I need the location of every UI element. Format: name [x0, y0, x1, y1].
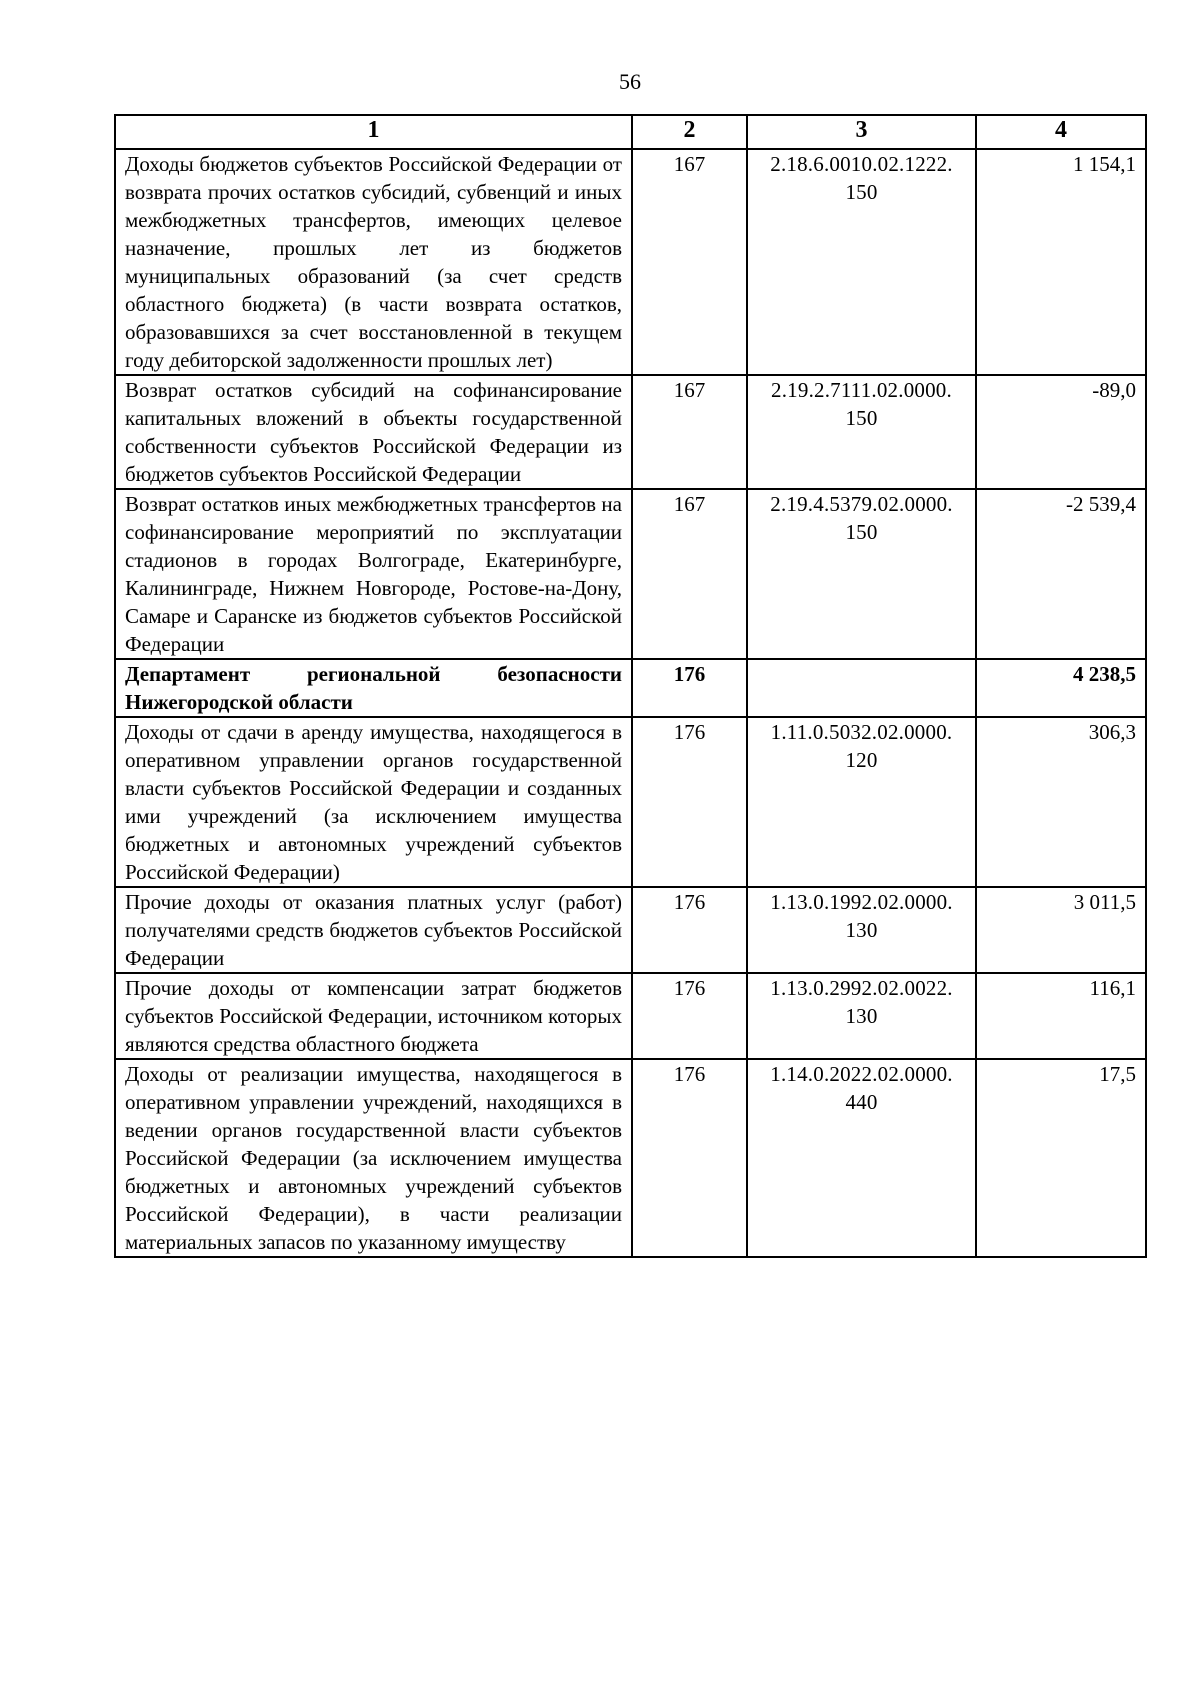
- table-row: [115, 973, 1146, 1059]
- row-name: Прочие доходы от компенсации затрат бюджетов субъектов Российской Федерации, источником которых являются средства областного бюджета: [115, 973, 632, 1059]
- row-name: Возврат остатков субсидий на софинансирование капитальных вложений в объекты государственной собственности субъектов Российской Федерации из бюджетов субъектов Российской Федерации: [115, 375, 632, 489]
- row-admin-code: 167: [632, 375, 747, 489]
- row-name: Доходы от сдачи в аренду имущества, находящегося в оперативном управлении органов государственной власти субъектов Российской Федерации и созданных ими учреждений (за исключением имущества бюджетных и автономных учреждений субъектов Российской Федерации): [115, 717, 632, 887]
- row-admin-code: 167: [632, 149, 747, 375]
- row-admin-code: 176: [632, 887, 747, 973]
- table-row: [115, 1059, 1146, 1257]
- column-header-1: 1: [115, 115, 632, 149]
- column-header-2: 2: [632, 115, 747, 149]
- department-total: 4 238,5: [976, 659, 1146, 717]
- department-budget-code: [747, 659, 976, 717]
- budget-revenue-table: [114, 114, 1147, 1258]
- department-name: Департамент региональной безопасности Нижегородской области: [115, 659, 632, 717]
- row-name: Доходы бюджетов субъектов Российской Федерации от возврата прочих остатков субсидий, субвенций и иных межбюджетных трансфертов, имеющих целевое назначение, прошлых лет из бюджетов муниципальных образований (за счет средств областного бюджета) (в части возврата остатков, образовавшихся за счет восстановленной в текущем году дебиторской задолженности прошлых лет): [115, 149, 632, 375]
- row-name: Прочие доходы от оказания платных услуг (работ) получателями средств бюджетов субъектов Российской Федерации: [115, 887, 632, 973]
- row-admin-code: 176: [632, 1059, 747, 1257]
- department-code: 176: [632, 659, 747, 717]
- row-amount: 3 011,5: [976, 887, 1146, 973]
- row-budget-code: 2.18.6.0010.02.1222. 150: [747, 149, 976, 375]
- row-name: Доходы от реализации имущества, находящегося в оперативном управлении учреждений, находящихся в ведении органов государственной власти субъектов Российской Федерации (за исключением имущества бюджетных и автономных учреждений субъектов Российской Федерации), в части реализации материальных запасов по указанному имуществу: [115, 1059, 632, 1257]
- row-budget-code: 2.19.2.7111.02.0000. 150: [747, 375, 976, 489]
- row-amount: 1 154,1: [976, 149, 1146, 375]
- column-header-3: 3: [747, 115, 976, 149]
- table-row: [115, 887, 1146, 973]
- row-admin-code: 167: [632, 489, 747, 659]
- row-amount: 306,3: [976, 717, 1146, 887]
- row-admin-code: 176: [632, 717, 747, 887]
- row-budget-code: 1.13.0.1992.02.0000. 130: [747, 887, 976, 973]
- row-amount: -2 539,4: [976, 489, 1146, 659]
- table-row: [115, 375, 1146, 489]
- row-amount: -89,0: [976, 375, 1146, 489]
- row-name: Возврат остатков иных межбюджетных трансфертов на софинансирование мероприятий по эксплуатации стадионов в городах Волгограде, Екатеринбурге, Калининграде, Нижнем Новгороде, Ростове-на-Дону, Самаре и Саранске из бюджетов субъектов Российской Федерации: [115, 489, 632, 659]
- row-budget-code: 1.11.0.5032.02.0000. 120: [747, 717, 976, 887]
- department-row: [115, 659, 1146, 717]
- row-budget-code: 1.14.0.2022.02.0000. 440: [747, 1059, 976, 1257]
- table-header-row: [115, 115, 1146, 149]
- row-budget-code: 1.13.0.2992.02.0022. 130: [747, 973, 976, 1059]
- page-number: 56: [619, 69, 641, 94]
- table-row: [115, 489, 1146, 659]
- row-admin-code: 176: [632, 973, 747, 1059]
- column-header-4: 4: [976, 115, 1146, 149]
- row-budget-code: 2.19.4.5379.02.0000. 150: [747, 489, 976, 659]
- table-row: [115, 149, 1146, 375]
- table-row: [115, 717, 1146, 887]
- row-amount: 17,5: [976, 1059, 1146, 1257]
- row-amount: 116,1: [976, 973, 1146, 1059]
